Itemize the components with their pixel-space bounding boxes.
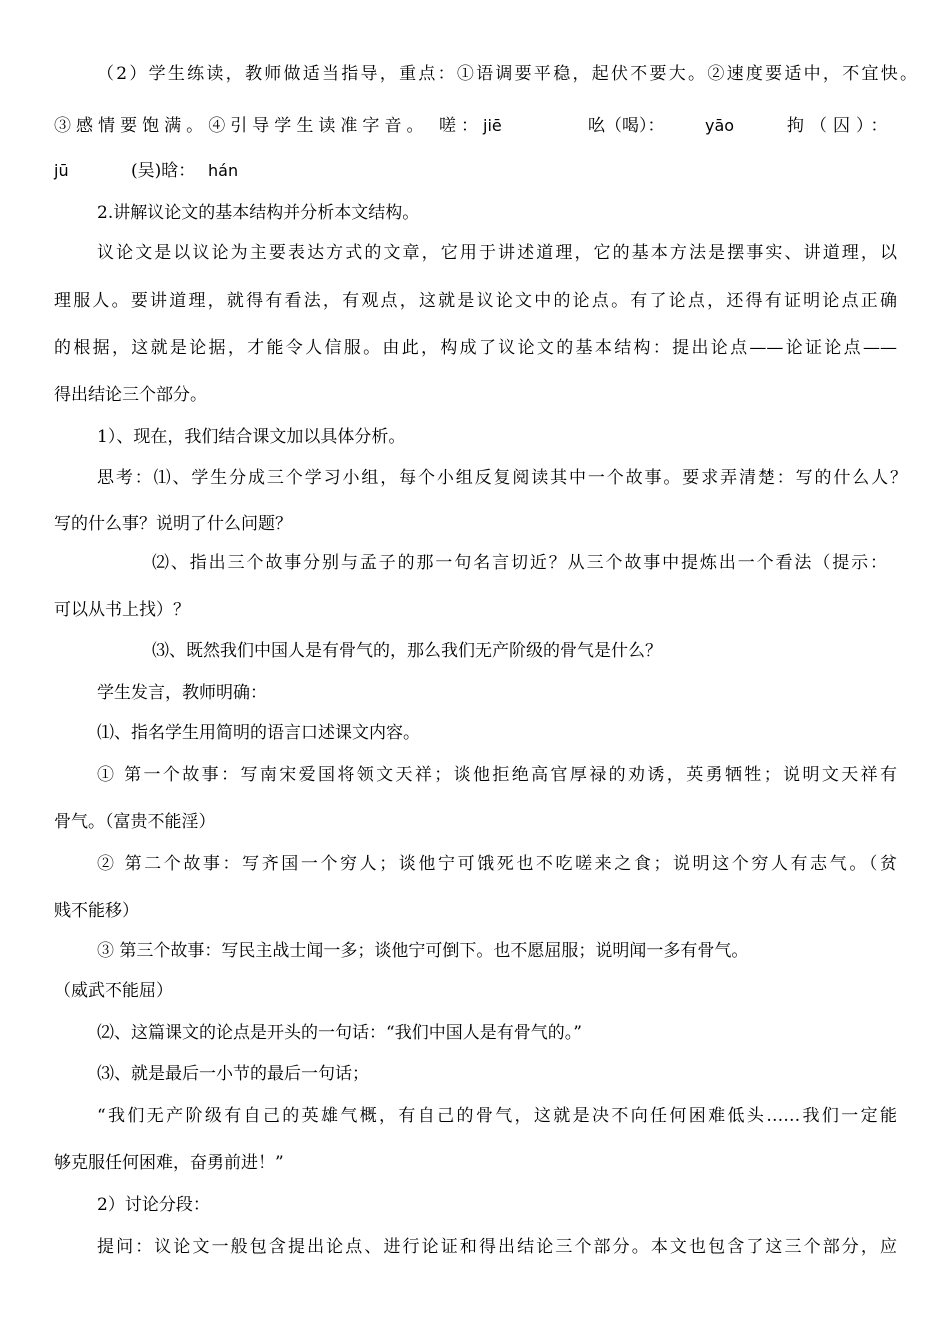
text-line: 贱不能移）	[54, 901, 139, 921]
text-line: 议论文是以议论为主要表达方式的文章，它用于讲述道理，它的基本方法是摆事实、讲道理，以	[97, 243, 897, 263]
text-line: ⑵、指出三个故事分别与孟子的那一句名言切近？从三个故事中提炼出一个看法（提示：	[152, 553, 887, 573]
pinyin-text: jiē	[483, 116, 502, 135]
text-line: 可以从书上找）？	[54, 600, 190, 620]
text-line: （威武不能屈）	[54, 981, 173, 1001]
text-line: ③感情要饱满。④引导学生读准字音。 嗟：	[54, 116, 480, 136]
pinyin-text: hán	[208, 161, 239, 180]
text-line: 吆（喝）：	[588, 116, 665, 136]
text-line: 的根据，这就是论据，才能令人信服。由此，构成了议论文的基本结构：提出论点——论证论点——	[54, 338, 897, 358]
text-line: 得出结论三个部分。	[54, 385, 207, 405]
quote-line: 够克服任何困难，奋勇前进！”	[54, 1153, 284, 1173]
text-line: ② 第二个故事：写齐国一个穷人；谈他宁可饿死也不吃嗟来之食；说明这个穷人有志气。（贫	[97, 854, 897, 874]
text-line: ⑴、指名学生用简明的语言口述课文内容。	[97, 723, 420, 743]
text-line: 写的什么事？说明了什么问题？	[54, 514, 292, 534]
text-line: (吴)晗：	[131, 161, 196, 181]
pinyin-text: jū	[54, 161, 69, 180]
section-heading: 2.讲解议论文的基本结构并分析本文结构。	[97, 203, 420, 223]
text-line: 思考：⑴、学生分成三个学习小组，每个小组反复阅读其中一个故事。要求弄清楚：写的什么人？	[97, 468, 907, 488]
text-line: 骨气。（富贵不能淫）	[54, 812, 216, 832]
text-line: 理服人。要讲道理，就得有看法，有观点，这就是议论文中的论点。有了论点，还得有证明论点正确	[54, 291, 897, 311]
text-line: 2）讨论分段：	[97, 1195, 210, 1215]
text-line: ① 第一个故事：写南宋爱国将领文天祥；谈他拒绝高官厚禄的劝诱，英勇牺牲；说明文天祥有	[97, 765, 897, 785]
text-line: ③ 第三个故事：写民主战士闻一多；谈他宁可倒下。也不愿屈服；说明闻一多有骨气。	[97, 941, 749, 961]
text-line: 学生发言，教师明确：	[97, 683, 267, 703]
text-line: 提问：议论文一般包含提出论点、进行论证和得出结论三个部分。本文也包含了这三个部分，应	[97, 1237, 897, 1257]
pinyin-text: yāo	[705, 116, 735, 135]
text-line: 拘（囚）：	[787, 116, 894, 136]
text-line: （2）学生练读，教师做适当指导，重点：①语调要平稳，起伏不要大。②速度要适中，不宜快。	[97, 64, 917, 84]
text-line: 1）、现在，我们结合课文加以具体分析。	[97, 427, 406, 447]
text-line: ⑶、既然我们中国人是有骨气的，那么我们无产阶级的骨气是什么？	[152, 641, 662, 661]
quote-line: “我们无产阶级有自己的英雄气概，有自己的骨气，这就是决不向任何困难低头……我们一定能	[97, 1106, 897, 1126]
text-line: ⑵、这篇课文的论点是开头的一句话：“我们中国人是有骨气的。”	[97, 1023, 582, 1043]
text-line: ⑶、就是最后一小节的最后一句话；	[97, 1064, 369, 1084]
